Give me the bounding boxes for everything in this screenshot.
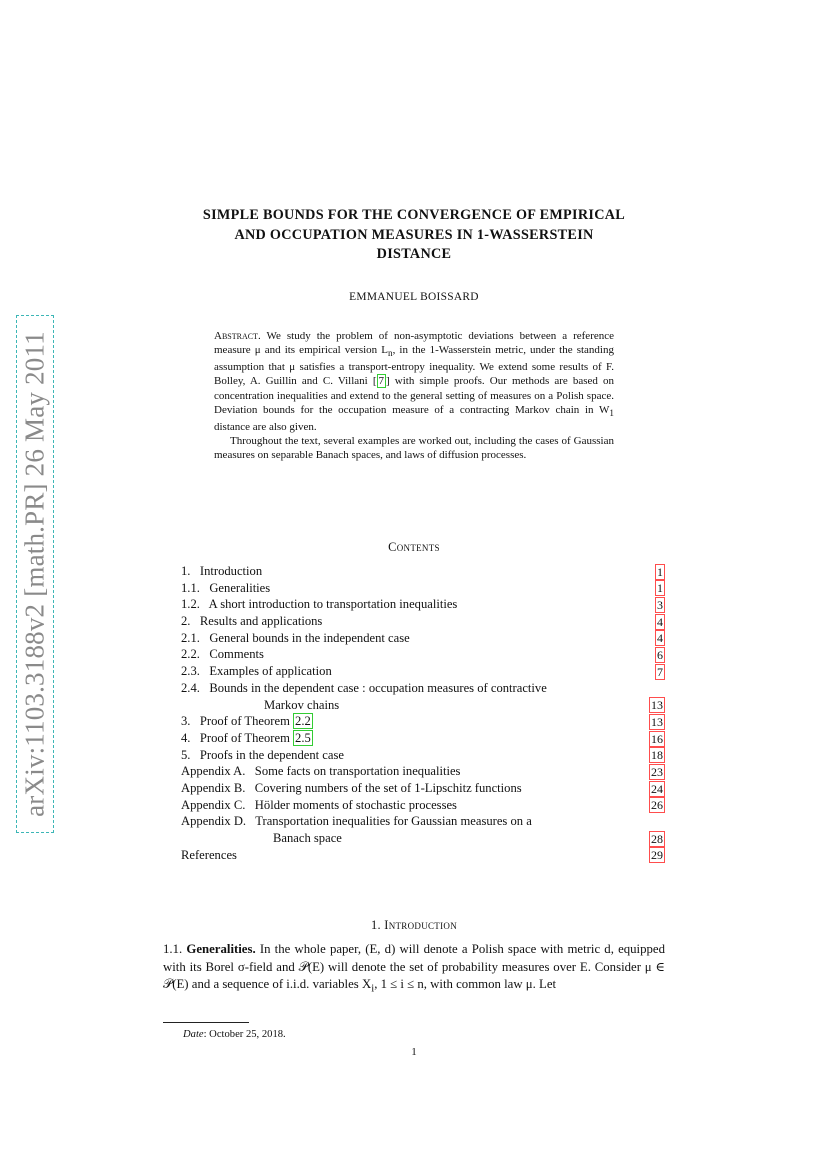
toc-entry[interactable]	[181, 780, 665, 797]
paper-title	[160, 206, 668, 265]
toc-entry[interactable]	[181, 797, 665, 814]
abstract-paragraph-1: Abstract. We study the problem of non-asymptotic deviations between a reference measure μ and its empirical version $L_n$, in the 1-Wasserstein metric, under the standing assumption that μ satisfies a transport-entropy inequality. We extend some results of F. Bolley, A. Guillin and C. Villani [ 7 ] with simple proofs. Our methods are based on concentration inequalities and extend to the general setting of measures on a Polish space. Deviation bounds for the occupation measure of a contracting Markov chain in $W_1$ distance are also given.	[214, 330, 614, 433]
toc-entry[interactable]	[181, 596, 665, 613]
toc-entry[interactable]	[181, 763, 665, 780]
toc-page-link[interactable]: 1	[657, 581, 663, 596]
toc-page-link[interactable]: 24	[651, 781, 663, 796]
body-subscript: i	[371, 983, 375, 995]
toc-entry-label: 5. Proofs in the dependent case	[181, 747, 344, 762]
footnote-label: Date	[183, 1029, 204, 1040]
toc-entry-continuation: Banach space	[273, 831, 342, 846]
toc-entry-label: 3. Proof of Theorem	[181, 714, 294, 729]
toc-page-link[interactable]: 18	[651, 748, 663, 763]
toc-entry[interactable]	[181, 613, 665, 630]
toc-page-link[interactable]: 28	[651, 831, 663, 846]
toc-page-link[interactable]: 7	[657, 664, 663, 679]
toc-entry-label: Appendix B. Covering numbers of the set of 1-Lipschitz functions	[181, 780, 522, 795]
toc-entry-label: 1.2. A short introduction to transportation inequalities	[181, 597, 458, 612]
abstract-subscript: 1	[609, 407, 614, 418]
toc-entry-label: 2.4. Bounds in the dependent case : occupation measures of contractive	[181, 680, 547, 695]
toc-entry-continuation: Markov chains	[264, 697, 340, 712]
toc-page-link[interactable]: 16	[651, 731, 663, 746]
toc-entry-label: 4. Proof of Theorem	[181, 730, 294, 745]
toc-entry[interactable]	[181, 680, 665, 713]
arxiv-stamp-text: arXiv:1103.3188v2 [math.PR] 26 May 2011	[19, 331, 50, 817]
toc-page-link[interactable]: 1	[657, 564, 663, 579]
toc-entry-label: 1.1. Generalities	[181, 580, 271, 595]
footnote-rule	[163, 1022, 249, 1023]
subsection-title: Generalities.	[186, 942, 256, 956]
toc-entry-label: References	[181, 847, 237, 862]
toc-entry-label: Appendix A. Some facts on transportation inequalities	[181, 764, 461, 779]
toc-page-link[interactable]: 13	[651, 714, 663, 729]
toc-entry-label: 2. Results and applications	[181, 614, 323, 629]
title-line-2: AND OCCUPATION MEASURES IN 1-WASSERSTEIN	[234, 226, 594, 243]
page-number: 1	[411, 1046, 417, 1058]
abstract-text: distance are also given.	[214, 420, 317, 433]
footnote-text: : October 25, 2018.	[203, 1029, 286, 1040]
body-paragraph	[163, 941, 665, 998]
toc-entry[interactable]	[181, 847, 665, 864]
toc-entry[interactable]	[181, 563, 665, 580]
subsection-number: 1.1.	[163, 942, 187, 956]
contents-heading: Contents	[388, 540, 440, 554]
abstract-label: Abstract.	[214, 330, 261, 342]
toc-entry-label: Appendix D. Transportation inequalities for Gaussian measures on a	[181, 814, 532, 829]
toc-entry[interactable]	[181, 813, 665, 846]
toc-page-link[interactable]: 29	[651, 848, 663, 863]
author: EMMANUEL BOISSARD	[349, 291, 479, 303]
toc-entry-label: 2.2. Comments	[181, 647, 264, 662]
abstract-text: with simple proofs. Our methods are based on concentration inequalities and extend to the general setting of measures on a Polish space. Deviation bounds for the occupation measure of a contracting Markov chain in W	[214, 375, 614, 416]
toc-entry-label: 2.3. Examples of application	[181, 664, 332, 679]
toc-entry-label: Appendix C. Hölder moments of stochastic processes	[181, 797, 457, 812]
toc-entry[interactable]	[181, 630, 665, 647]
title-line-1: SIMPLE BOUNDS FOR THE CONVERGENCE OF EMPIRICAL	[202, 207, 626, 223]
toc-entry[interactable]	[181, 580, 665, 597]
table-of-contents	[181, 563, 665, 863]
citation-link[interactable]: 7	[378, 375, 384, 388]
toc-page-link[interactable]: 23	[651, 764, 663, 779]
theorem-ref-link[interactable]: 2.5	[295, 730, 311, 745]
toc-entry[interactable]	[181, 747, 665, 764]
toc-page-link[interactable]: 3	[657, 598, 663, 613]
theorem-ref-link[interactable]: 2.2	[295, 714, 311, 729]
body-text: , 1 ≤ i ≤ n, with common law μ. Let	[374, 977, 557, 991]
toc-entry[interactable]	[181, 646, 665, 663]
abstract-paragraph-2: Throughout the text, several examples are worked out, including the cases of Gaussian measures on separable Banach spaces, and laws of diffusion processes.	[214, 435, 614, 462]
body-text: In the whole paper, (E, d) will denote a Polish space with metric d, equipped with its Borel σ-field and 𝒫(E) will denote the set of probability measures over E. Consider μ ∈ 𝒫(E) and a sequence of i.i.d. variables X	[163, 942, 665, 991]
toc-page-link[interactable]: 6	[657, 648, 663, 663]
abstract	[214, 329, 614, 462]
footnote	[183, 1029, 286, 1040]
toc-page-link[interactable]: 4	[657, 631, 663, 646]
abstract-text: We study the problem of non-asymptotic deviations between a reference measure μ and its empirical version L	[214, 330, 614, 357]
toc-page-link[interactable]: 26	[651, 798, 663, 813]
title-line-3: DISTANCE	[376, 246, 452, 262]
arxiv-stamp	[16, 315, 54, 833]
toc-entry-label: 2.1. General bounds in the independent case	[181, 630, 410, 645]
section-heading: 1. Introduction	[370, 918, 457, 932]
toc-entry[interactable]	[181, 713, 665, 730]
abstract-subscript: n	[388, 348, 393, 359]
toc-page-link[interactable]: 13	[651, 698, 663, 713]
toc-entry-label: 1. Introduction	[181, 564, 263, 578]
toc-entry[interactable]	[181, 663, 665, 680]
toc-page-link[interactable]: 4	[657, 614, 663, 629]
abstract-text: , in the 1-Wasserstein metric, under the standing assumption that μ satisfies a transport-entropy inequality. We extend some results of F. Bolley, A. Guillin and C. Villani	[214, 344, 614, 388]
toc-entry[interactable]	[181, 730, 665, 747]
